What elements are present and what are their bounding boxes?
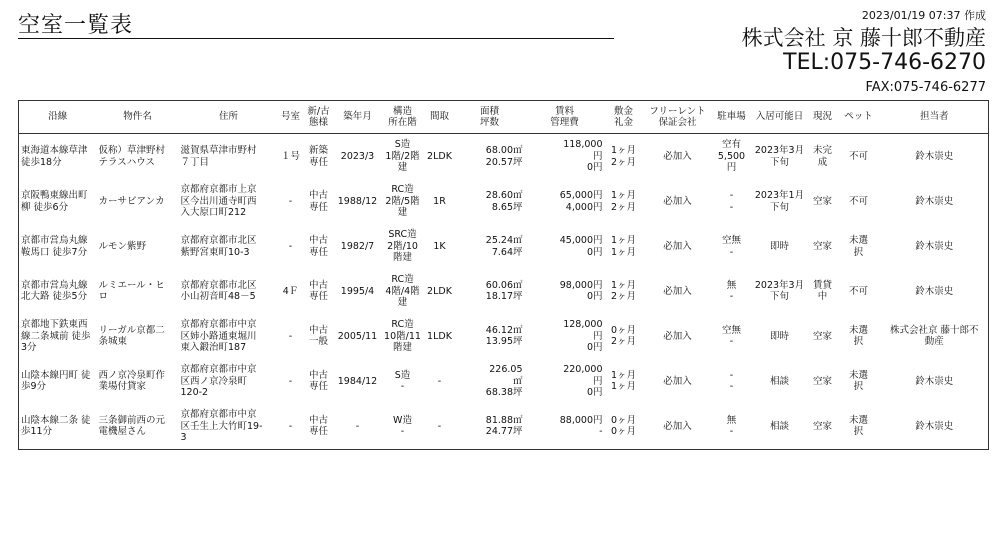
cell-condition: 空家: [812, 240, 832, 252]
cell-free-rent: 必加入: [663, 285, 692, 297]
cell-address: 京都府京都市北区 小山初音町48－5: [180, 279, 257, 303]
cell-pet: 不可: [848, 285, 868, 297]
cell-rent: 128,000 円 0円: [563, 319, 603, 354]
created-timestamp: 2023/01/19 07:37 作成: [861, 9, 986, 22]
cell-deposit: 1ヶ月 2ヶ月: [610, 190, 637, 213]
cell-free-rent: 必加入: [663, 240, 692, 252]
cell-address: 京都府京都市北区 紫野宮東町10-3: [180, 235, 257, 258]
cell-line: 京都市営烏丸線 北大路 徒歩5分: [21, 279, 88, 303]
cell-built: 1988/12: [337, 195, 378, 207]
cell-condition: 空家: [812, 195, 832, 207]
cell-line: 京都市営烏丸線 鞍馬口 徒歩7分: [21, 235, 88, 258]
page-title: 空室一覧表: [18, 13, 134, 38]
cell-parking: 無 -: [726, 414, 737, 438]
cell-agent: 鈴木崇史: [915, 150, 954, 162]
cell-property-name: 三条御前西の元 電機屋さん: [98, 414, 166, 438]
cell-built: 2005/11: [337, 330, 378, 342]
cell-free-rent: 必加入: [663, 330, 692, 342]
column-header-move-in: 入居可能日: [751, 101, 809, 134]
table-row[interactable]: [19, 314, 989, 359]
column-header-area: 面積 坪数: [455, 101, 525, 134]
cell-line: 東海道本線草津 徒歩18分: [21, 145, 88, 168]
cell-rent: 88,000円 -: [559, 414, 603, 438]
column-header-rent: 賃料 管理費: [525, 101, 605, 134]
cell-agent: 鈴木崇史: [915, 420, 954, 432]
cell-built: 2023/3: [340, 150, 375, 162]
table-header: [19, 101, 989, 134]
table-row[interactable]: [19, 359, 989, 404]
cell-area: 68.00㎡ 20.57坪: [485, 145, 523, 168]
cell-deposit: 0ヶ月 2ヶ月: [610, 324, 637, 348]
cell-structure: S造 -: [394, 369, 411, 393]
cell-room-no: 4Ｆ: [282, 285, 299, 297]
column-header-built: 築年月: [335, 101, 381, 134]
cell-free-rent: 必加入: [663, 150, 692, 162]
cell-area: 81.88㎡ 24.77坪: [485, 414, 523, 438]
cell-status: 中古 専任: [308, 190, 328, 213]
cell-move-in: 2023年3月 下旬: [754, 145, 805, 168]
cell-free-rent: 必加入: [663, 375, 692, 387]
cell-rent: 45,000円 0円: [559, 235, 603, 258]
cell-property-name: カーサビアンカ: [98, 195, 165, 207]
cell-line: 京阪鴨東線出町 柳 徒歩6分: [21, 190, 88, 213]
cell-area: 46.12㎡ 13.95坪: [485, 324, 523, 348]
cell-structure: RC造 2階/5階 建: [385, 184, 420, 219]
cell-agent: 鈴木崇史: [915, 240, 954, 252]
cell-layout: 2LDK: [427, 150, 452, 162]
cell-structure: RC造 10階/11 階建: [384, 319, 421, 354]
cell-rent: 98,000円 0円: [559, 279, 603, 303]
cell-status: 新築 専任: [308, 145, 328, 168]
table-row[interactable]: [19, 224, 989, 269]
cell-area: 28.60㎡ 8.65坪: [485, 190, 523, 213]
cell-room-no: -: [288, 420, 293, 432]
cell-agent: 鈴木崇史: [915, 285, 954, 297]
cell-condition: 空家: [812, 420, 832, 432]
cell-agent: 鈴木崇史: [915, 375, 954, 387]
column-header-layout: 間取: [425, 101, 455, 134]
cell-move-in: 相談: [769, 375, 789, 387]
table-row[interactable]: [19, 404, 989, 450]
cell-move-in: 即時: [769, 240, 789, 252]
cell-built: 1984/12: [337, 375, 378, 387]
column-header-address: 住所: [179, 101, 279, 134]
column-header-room-no: 号室: [279, 101, 303, 134]
cell-room-no: -: [288, 330, 293, 342]
table-body: [19, 134, 989, 450]
cell-deposit: 1ヶ月 2ヶ月: [610, 279, 637, 303]
cell-layout: 1LDK: [427, 330, 452, 342]
company-fax: FAX:075-746-6277: [865, 80, 986, 95]
title-underline: [18, 38, 614, 39]
cell-area: 60.06㎡ 18.17坪: [485, 279, 523, 303]
cell-move-in: 2023年1月 下旬: [754, 190, 805, 213]
cell-room-no: -: [288, 375, 293, 387]
cell-condition: 賃貸 中: [812, 279, 832, 303]
cell-parking: 空有 5,500 円: [717, 139, 746, 174]
company-name: 株式会社 京 藤十郎不動産: [741, 26, 986, 50]
cell-move-in: 2023年3月 下旬: [754, 279, 805, 303]
column-header-line: 沿線: [19, 101, 97, 134]
cell-pet: 未選 択: [848, 369, 868, 393]
cell-layout: -: [437, 375, 442, 387]
cell-pet: 未選 択: [848, 414, 868, 438]
cell-address: 京都府京都市上京 区今出川通寺町西 入大原口町212: [180, 184, 257, 219]
vacancy-table: [18, 100, 989, 450]
cell-layout: 2LDK: [427, 285, 452, 297]
cell-status: 中古 専任: [308, 414, 328, 438]
cell-address: 滋賀県草津市野村 ７丁目: [180, 145, 257, 168]
cell-rent: 118,000 円 0円: [563, 139, 603, 174]
cell-property-name: ルミエール・ヒ ロ: [98, 279, 165, 303]
cell-move-in: 即時: [769, 330, 789, 342]
cell-condition: 空家: [812, 375, 832, 387]
cell-deposit: 1ヶ月 2ヶ月: [610, 145, 637, 168]
column-header-structure: 構造 所在階: [381, 101, 425, 134]
cell-free-rent: 必加入: [663, 195, 692, 207]
cell-pet: 未選 択: [848, 235, 868, 258]
company-tel: TEL:075-746-6270: [783, 50, 986, 75]
cell-pet: 不可: [848, 195, 868, 207]
cell-room-no: -: [288, 240, 293, 252]
cell-room-no: １号: [280, 150, 300, 162]
cell-layout: 1K: [433, 240, 446, 252]
cell-property-name: 西ノ京冷泉町作 業場付貸家: [98, 369, 166, 393]
cell-deposit: 0ヶ月 0ヶ月: [610, 414, 637, 438]
column-header-pet: ペット: [837, 101, 881, 134]
cell-property-name: リーガル京都二 条城東: [98, 324, 165, 348]
cell-deposit: 1ヶ月 1ヶ月: [610, 369, 637, 393]
cell-status: 中古 専任: [308, 235, 328, 258]
cell-built: 1995/4: [340, 285, 375, 297]
cell-built: -: [355, 420, 360, 432]
table-row[interactable]: [19, 179, 989, 224]
cell-line: 京都地下鉄東西 線二条城前 徒歩 3分: [21, 319, 91, 354]
table-row[interactable]: [19, 134, 989, 180]
cell-move-in: 相談: [769, 420, 789, 432]
cell-parking: - -: [729, 190, 734, 213]
cell-parking: - -: [729, 369, 734, 393]
cell-rent: 65,000円 4,000円: [559, 190, 603, 213]
cell-parking: 空無 -: [721, 324, 741, 348]
cell-address: 京都府京都市中京 区西ノ京冷泉町 120-2: [180, 364, 257, 399]
cell-agent: 鈴木崇史: [915, 195, 954, 207]
cell-free-rent: 必加入: [663, 420, 692, 432]
column-header-property-name: 物件名: [97, 101, 179, 134]
cell-property-name: ルモン紫野: [98, 240, 147, 252]
cell-property-name: 仮称）草津野村 テラスハウス: [98, 145, 166, 168]
cell-parking: 空無 -: [721, 235, 741, 258]
header-row: [19, 101, 989, 134]
cell-address: 京都府京都市中京 区姉小路通東堀川 東入鍛治町187: [180, 319, 257, 354]
cell-pet: 未選 択: [848, 324, 868, 348]
cell-status: 中古 一般: [308, 324, 328, 348]
cell-structure: W造 -: [393, 414, 412, 438]
cell-line: 山陰本線円町 徒 歩9分: [21, 369, 91, 393]
column-header-agent: 担当者: [881, 101, 989, 134]
column-header-deposit: 敷金 礼金: [605, 101, 643, 134]
column-header-free-rent: フリーレント 保証会社: [643, 101, 713, 134]
cell-address: 京都府京都市中京 区壬生上大竹町19- 3: [180, 409, 263, 444]
cell-area: 25.24㎡ 7.64坪: [485, 235, 523, 258]
cell-line: 山陰本線二条 徒 歩11分: [21, 414, 91, 438]
cell-room-no: -: [288, 195, 293, 207]
cell-condition: 未完 成: [812, 145, 832, 168]
cell-structure: SRC造 2階/10 階建: [387, 229, 418, 264]
column-header-condition: 現況: [809, 101, 837, 134]
cell-built: 1982/7: [340, 240, 375, 252]
cell-rent: 220,000 円 0円: [563, 364, 603, 399]
cell-condition: 空家: [812, 330, 832, 342]
table-row[interactable]: [19, 269, 989, 314]
cell-status: 中古 専任: [308, 369, 328, 393]
column-header-status: 新/古 態様: [303, 101, 335, 134]
cell-pet: 不可: [848, 150, 868, 162]
column-header-parking: 駐車場: [713, 101, 751, 134]
cell-structure: S造 1階/2階 建: [385, 139, 420, 174]
cell-status: 中古 専任: [308, 279, 328, 303]
cell-deposit: 1ヶ月 1ヶ月: [610, 235, 637, 258]
cell-parking: 無 -: [726, 279, 737, 303]
cell-agent: 株式会社京 藤十郎不 動産: [889, 324, 979, 348]
cell-layout: 1R: [433, 195, 446, 207]
cell-structure: RC造 4階/4階 建: [385, 274, 420, 309]
cell-layout: -: [437, 420, 442, 432]
cell-area: 226.05 ㎡ 68.38坪: [485, 364, 523, 399]
